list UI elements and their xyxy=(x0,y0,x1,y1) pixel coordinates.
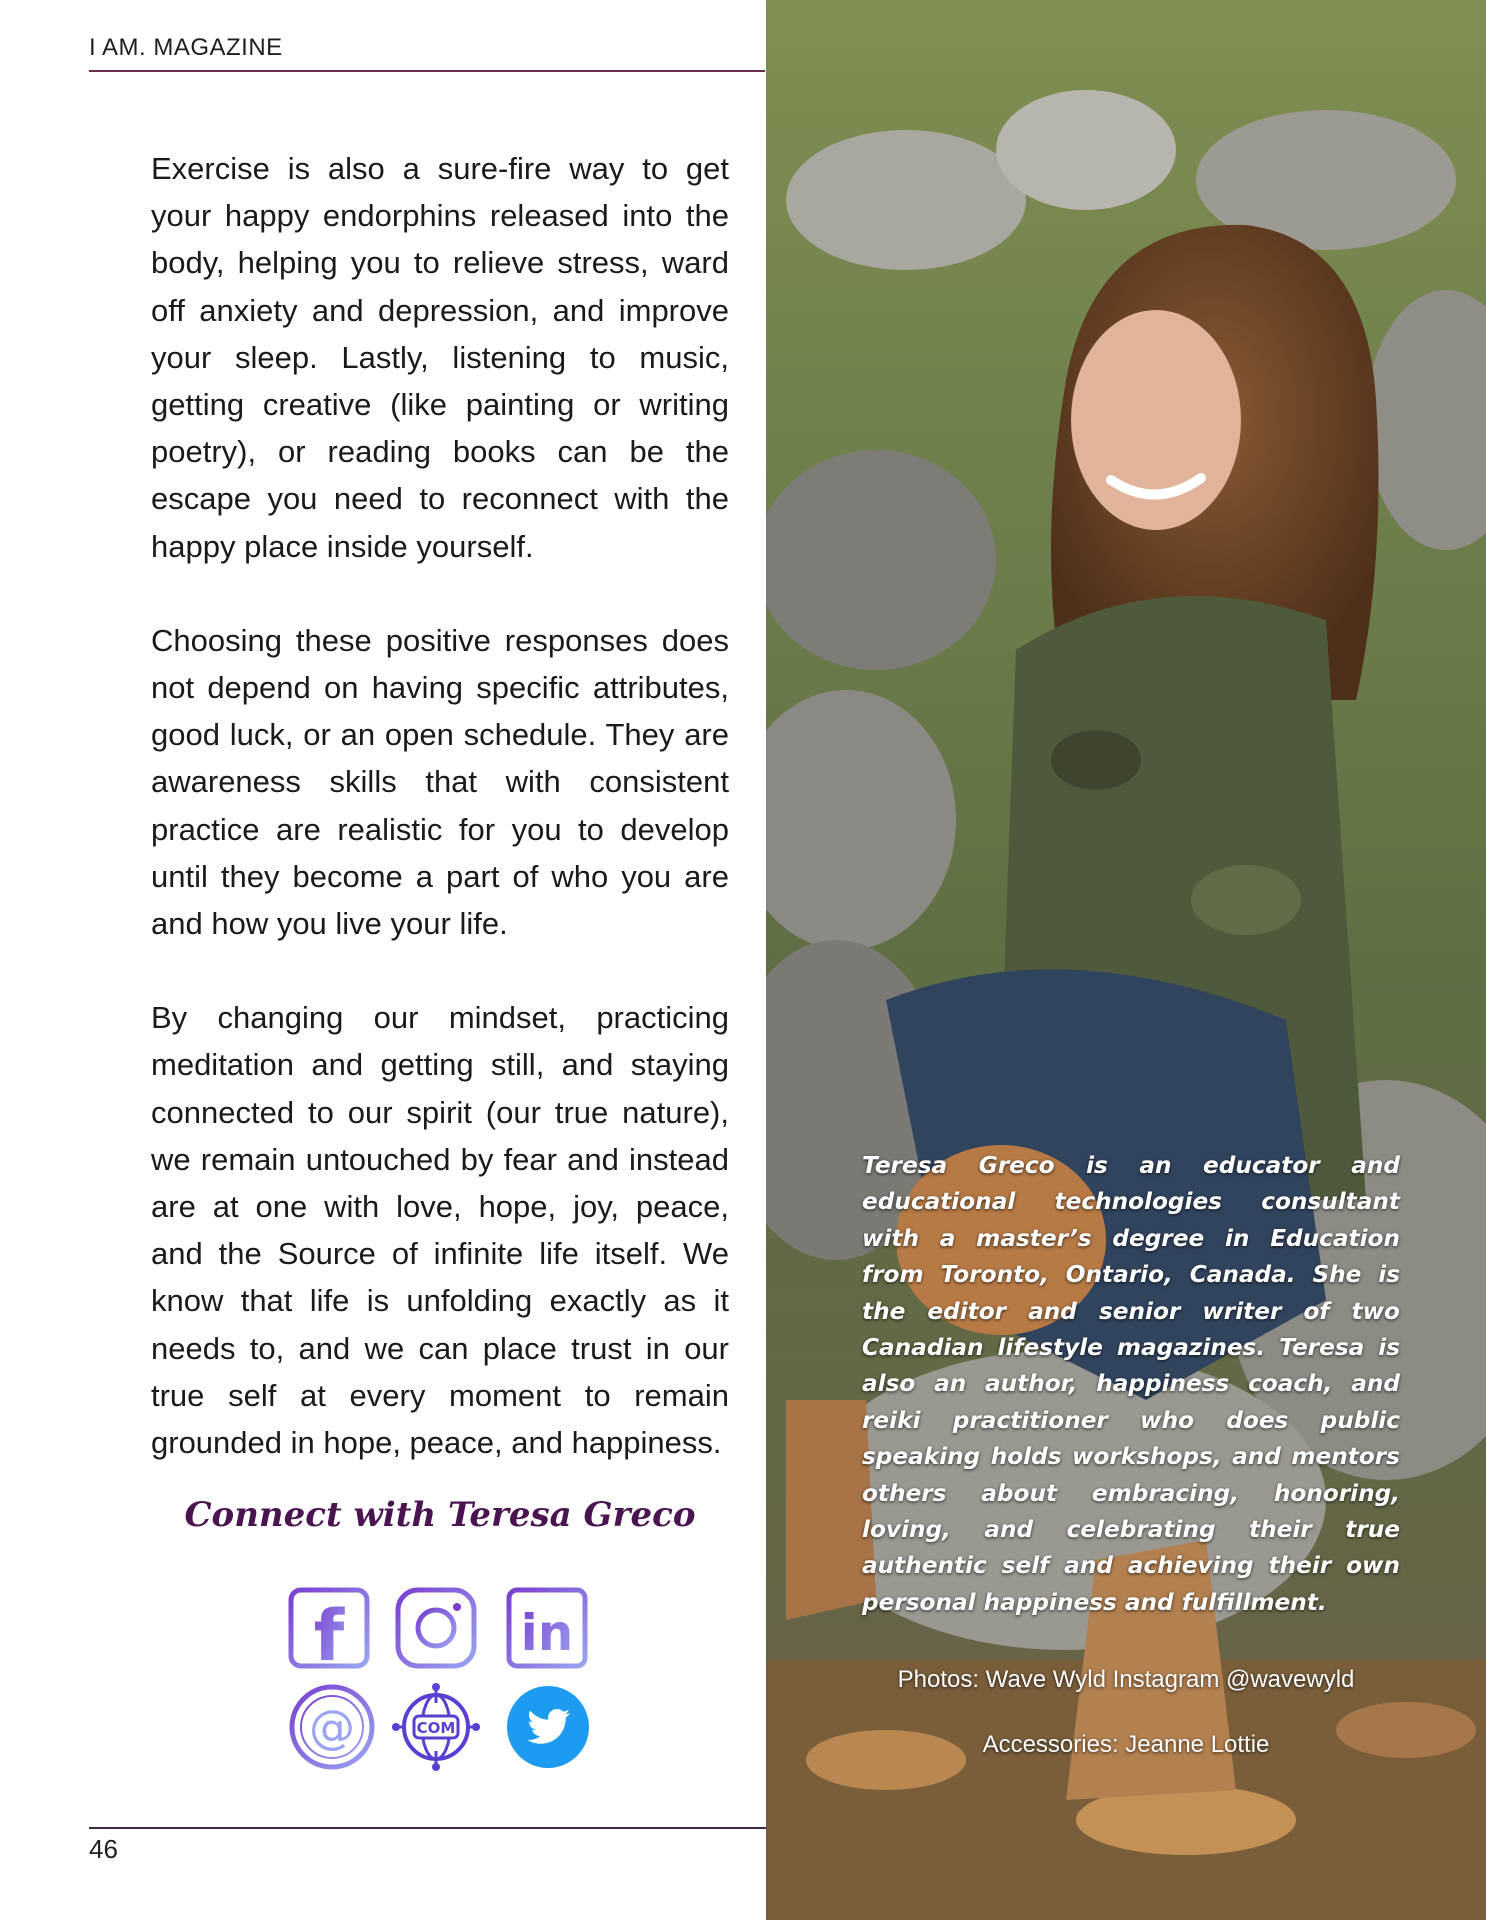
photo-illustration xyxy=(766,0,1486,1920)
portrait-photo xyxy=(766,0,1486,1920)
website-icon[interactable] xyxy=(392,1683,480,1771)
header-rule xyxy=(89,70,765,72)
linkedin-icon[interactable] xyxy=(506,1587,588,1669)
page-number: 46 xyxy=(89,1834,118,1864)
linkedin-glyph: in xyxy=(520,1604,574,1662)
email-glyph: @ xyxy=(309,1700,355,1754)
facebook-glyph: f xyxy=(313,1595,345,1669)
magazine-title: I AM. MAGAZINE xyxy=(89,34,283,61)
email-icon[interactable] xyxy=(288,1683,376,1771)
website-glyph: COM xyxy=(416,1719,456,1737)
article-body xyxy=(151,145,729,1513)
facebook-icon[interactable] xyxy=(288,1587,370,1669)
article-paragraph: Choosing these positive responses does not depend on having specific attributes, good luck, or an open schedule. They are awareness skills that with consistent practice are realistic for you to develop until they become a part of who you are and how you live your life. xyxy=(151,622,729,942)
twitter-icon[interactable] xyxy=(506,1685,590,1769)
photo-credit: Photos: Wave Wyld Instagram @wavewyld xyxy=(897,1666,1355,1693)
accessories-credit: Accessories: Jeanne Lottie xyxy=(982,1731,1270,1758)
author-bio-caption: Teresa Greco is an educator and educational technologies consultant with a master’s degree in Education from Toronto, Ontario, Canada. She is the editor and senior writer of two Canadian lifestyle magazines. Teresa is also an author, happiness coach, and reiki practitioner who does public speaking holds workshops, and mentors others about embracing, honoring, loving, and celebrating their true authentic self and achieving their own personal happiness and fulfillment. xyxy=(862,1152,1400,1616)
connect-heading: Connect with Teresa Greco xyxy=(184,1495,696,1535)
article-paragraph: By changing our mindset, practicing meditation and getting still, and staying connected to our spirit (our true nature), we remain untouched by fear and instead are at one with love, hope, joy, peace, and the Source of infinite life itself. We know that life is unfolding exactly as it needs to, and we can place trust in our true self at every moment to remain grounded in hope, peace, and happiness. xyxy=(151,1000,729,1461)
article-paragraph: Exercise is also a sure-fire way to get your happy endorphins released into the body, helping you to relieve stress, ward off anxiety and depression, and improve your sleep. Lastly, listening to music, getting creative (like painting or writing poetry), or reading books can be the escape you need to reconnect with the happy place inside yourself. xyxy=(151,151,729,564)
instagram-icon[interactable] xyxy=(395,1587,477,1669)
